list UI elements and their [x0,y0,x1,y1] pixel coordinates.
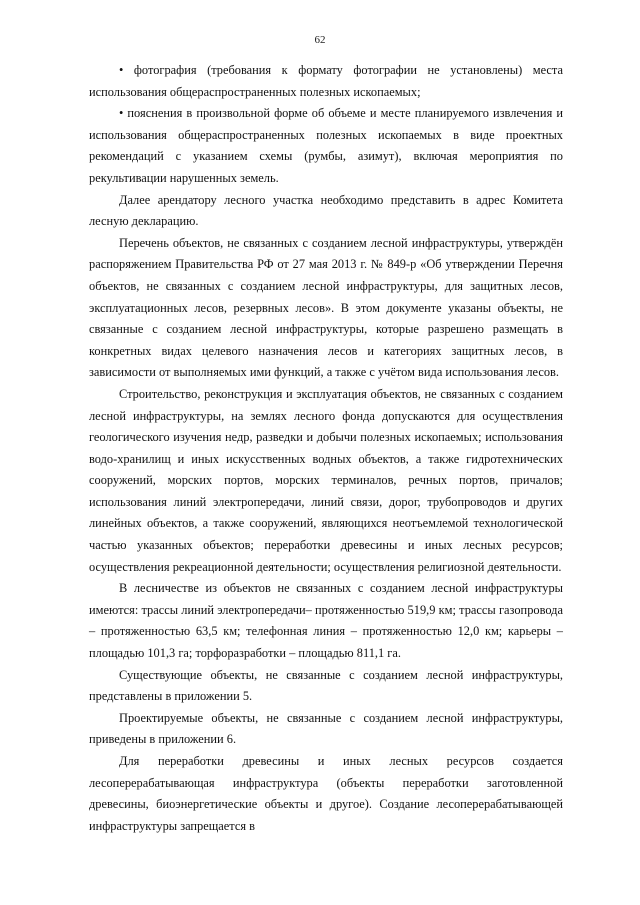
paragraph-construction: Строительство, реконструкция и эксплуатация объектов, не связанных с созданием лесной инфраструктуры, на землях лесного фонда допускаются для осуществления геологического изучения недр, разведки и добычи полезных ископаемых; использования водо-хранилищ и иных искусственных водных объектов, а также гидротехнических сооружений, морских портов, морских терминалов, речных портов, причалов; использования линий электропередачи, линий связи, дорог, трубопроводов и других линейных объектов, а также сооружений, являющихся неотъемлемой технологической частью указанных объектов; переработки древесины и иных лесных ресурсов; осуществления рекреационной деятельности; осуществления религиозной деятельности. [89,386,563,574]
paragraph-bullet-photo: • фотография (требования к формату фотографии не установлены) места использования общераспространенных полезных ископаемых; [89,63,563,99]
paragraph-existing-objects-summary: В лесничестве из объектов не связанных с созданием лесной инфраструктуры имеются: трассы линий электропередачи– протяженностью 519,9 км; трассы газопровода – протяженностью 63,5 км; телефонная линия – протяженностью 12,0 км; карьеры – площадью 101,3 га; торфоразработки – площадью 811,1 га. [89,581,563,661]
page-number: 62 [314,34,326,46]
paragraph-wood-processing: Для переработки древесины и иных лесных ресурсов создается лесоперерабатывающая инфраструктура (объекты переработки заготовленной древесины, биоэнергетические объекты и другое). Создание лесоперерабатывающей инфраструктуры запрещается в [89,754,563,833]
page-body [89,60,563,837]
paragraph-bullet-explanations: • пояснения в произвольной форме об объеме и месте планируемого извлечения и использования общераспространенных полезных ископаемых в виде проектных рекомендаций с указанием схемы (румбы, азимут), включая мероприятия по рекультивации нарушенных земель. [89,106,563,185]
paragraph-forest-declaration: Далее арендатору лесного участка необходимо представить в адрес Комитета лесную декларацию. [89,192,563,229]
paragraph-appendix-6: Проектируемые объекты, не связанные с созданием лесной инфраструктуры, приведены в приложении 6. [89,710,563,747]
paragraph-appendix-5: Существующие объекты, не связанные с созданием лесной инфраструктуры, представлены в приложении 5. [89,667,563,704]
paragraph-objects-list: Перечень объектов, не связанных с созданием лесной инфраструктуры, утверждён распоряжением Правительства РФ от 27 мая 2013 г. № 849-р «Об утверждении Перечня объектов, не связанных с созданием лесной инфраструктуры, для защитных лесов, эксплуатационных лесов, резервных лесов». В этом документе указаны объекты, не связанные с созданием лесной инфраструктуры, которые разрешено размещать в конкретных видах целевого назначения лесов и категориях защитных лесов, в зависимости от выполняемых ими функций, а также с учётом вида использования лесов. [89,235,563,380]
